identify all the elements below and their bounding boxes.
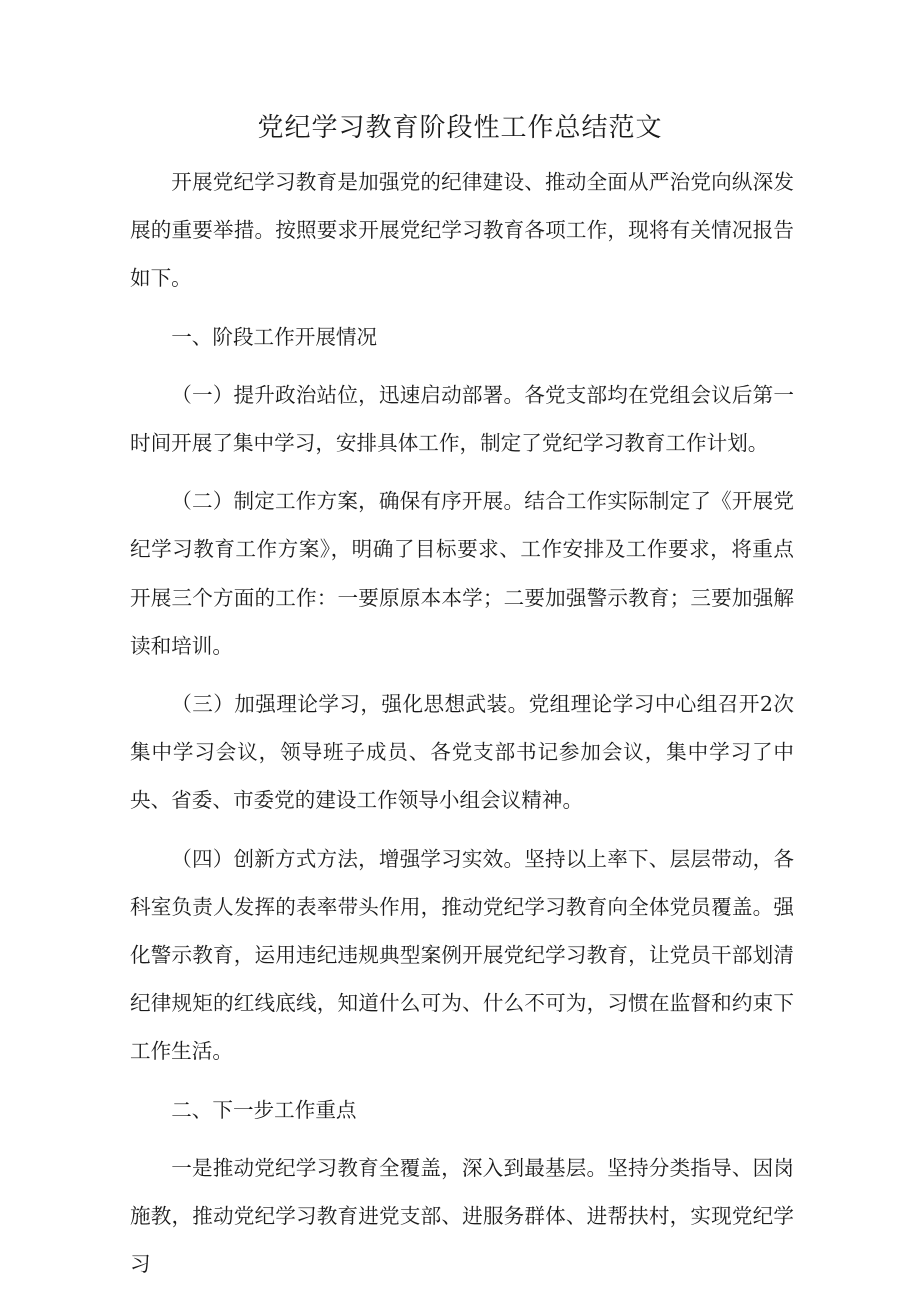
intro-paragraph: 开展党纪学习教育是加强党的纪律建设、推动全面从严治党向纵深发展的重要举措。按照要求开展党纪学习教育各项工作，现将有关情况报告如下。: [130, 170, 794, 291]
document-title: 党纪学习教育阶段性工作总结范文: [257, 113, 663, 143]
section-2-item-1: 一是推动党纪学习教育全覆盖，深入到最基层。坚持分类指导、因岗施教，推动党纪学习教育进党支部、进服务群体、进帮扶村，实现党纪学习: [130, 1155, 794, 1277]
spacer: [130, 1134, 794, 1144]
section-1-item-3: （三）加强理论学习，强化思想武装。党组理论学习中心组召开2次集中学习会议，领导班子成员、各党支部书记参加会议，集中学习了中央、省委、市委党的建设工作领导小组会议精神。: [130, 692, 794, 813]
spacer: [130, 670, 794, 680]
spacer: [130, 825, 794, 835]
section-1-item-4: （四）创新方式方法，增强学习实效。坚持以上率下、层层带动，各科室负责人发挥的表率带头作用，推动党纪学习教育向全体党员覆盖。强化警示教育，运用违纪违规典型案例开展党纪学习教育，让党员干部划清纪律规矩的红线底线，知道什么可为、什么不可为，习惯在监督和约束下工作生活。: [130, 846, 794, 1064]
spacer: [130, 467, 794, 477]
spacer: [130, 1076, 794, 1086]
section-1-heading: 一、阶段工作开展情况: [171, 324, 378, 349]
section-2-heading: 二、下一步工作重点: [171, 1097, 357, 1122]
section-1-item-2: （二）制定工作方案，确保有序开展。结合工作实际制定了《开展党纪学习教育工作方案》，明确了目标要求、工作安排及工作要求，将重点开展三个方面的工作：一要原原本本学；二要加强警示教育；三要加强解读和培训。: [130, 489, 794, 658]
spacer: [130, 361, 794, 371]
section-1-item-1: （一）提升政治站位，迅速启动部署。各党支部均在党组会议后第一时间开展了集中学习，安排具体工作，制定了党纪学习教育工作计划。: [130, 382, 794, 456]
document-body: [130, 158, 794, 1288]
spacer: [130, 303, 794, 313]
